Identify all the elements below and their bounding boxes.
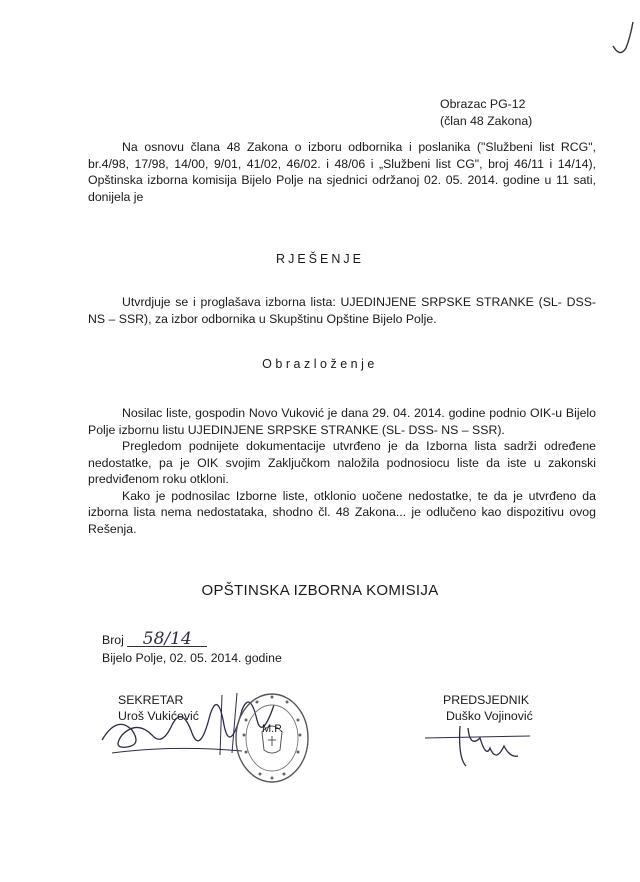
document-number xyxy=(102,629,207,649)
president-signature xyxy=(420,718,550,778)
secretary-name: Uroš Vukićević xyxy=(118,709,199,723)
number-label: Broj xyxy=(102,633,124,647)
reasoning-paragraph: Kako je podnosilac Izborne liste, otklonio uočene nedostatke, te da je utvrđeno da izborna lista nema nedostataka, shodno čl. 48 Zakona... je odlučeno kao dispozitivu ovog Rešenja. xyxy=(88,488,596,536)
article-reference: (član 48 Zakona) xyxy=(440,113,533,128)
place-date: Bijelo Polje, 02. 05. 2014. godine xyxy=(102,651,282,665)
official-seal xyxy=(232,690,312,786)
preamble: Na osnovu člana 48 Zakona o izboru odbornika i poslanika ("Službeni list RCG", br.4/98, 17/98, 14/00, 9/01, 41/02, 46/02. i 48/06 i „Službeni list CG", broj 46/11 i 14/14), Opštinska izborna komisija Bijelo Polje na sjednici održanoj 02. 05. 2014. godine u 11 sati, donijela je xyxy=(88,140,596,204)
secretary-role: SEKRETAR xyxy=(118,693,184,707)
form-code: Obrazac PG-12 xyxy=(440,97,526,111)
reasoning-paragraph: Pregledom podnijete dokumentacije utvrđeno je da Izborna lista sadrži određene nedostatke, pa je OIK svojim Zaključkom naložila podnosiocu liste da iste u zakonski predviđenom roku otkloni. xyxy=(88,439,596,486)
check-mark-icon xyxy=(610,18,636,58)
president-name: Duško Vojinović xyxy=(446,709,533,723)
president-role: PREDSJEDNIK xyxy=(443,693,530,707)
stamp-label: M.P. xyxy=(262,723,284,735)
document-title: RJEŠENJE xyxy=(276,252,364,266)
reasoning-body xyxy=(88,405,596,537)
decision-text: Utvrdjuje se i proglašava izborna lista: UJEDINJENE SRPSKE STRANKE (SL- DSS- NS – SSR), za izbor odbornika u Skupštinu Opštine Bijelo Polje. xyxy=(88,295,596,326)
commission-name: OPŠTINSKA IZBORNA KOMISIJA xyxy=(201,582,439,599)
form-header xyxy=(440,96,620,129)
reasoning-title: Obrazloženje xyxy=(262,357,378,371)
number-value: 58/14 xyxy=(127,632,207,647)
reasoning-paragraph: Nosilac liste, gospodin Novo Vuković je dana 29. 04. 2014. godine podnio OIK-u Bijelo Polje izbornu listu UJEDINJENE SRPSKE STRANKE (SL- DSS- NS – SSR). xyxy=(88,406,596,437)
